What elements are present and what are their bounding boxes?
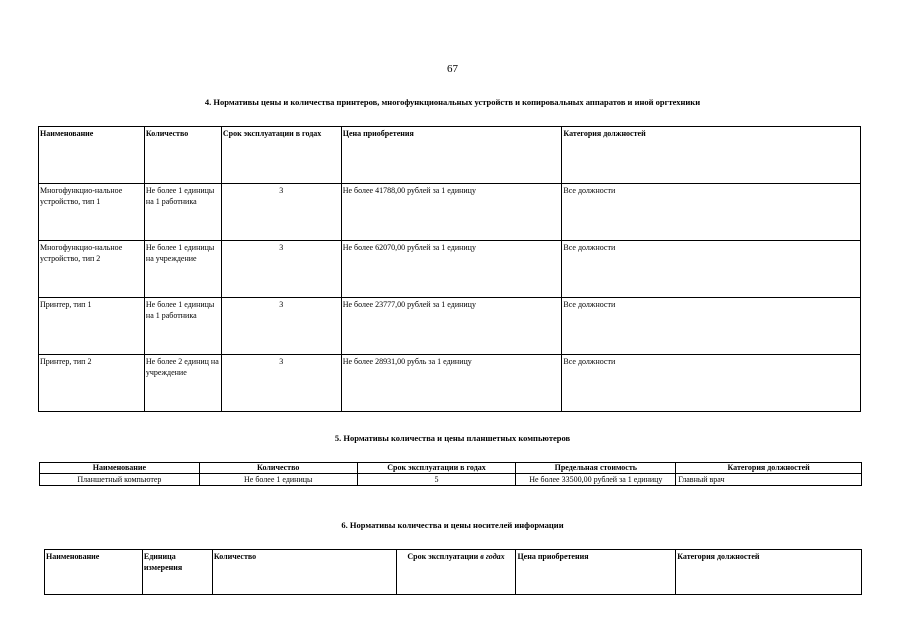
cell-quantity: Не более 1 единицы	[199, 474, 357, 486]
header-term: Срок эксплуатации в годах	[357, 463, 516, 474]
cell-category: Все должности	[562, 241, 861, 298]
table-header-row	[45, 550, 862, 595]
cell-name: Принтер, тип 1	[39, 298, 145, 355]
header-price: Цена приобретения	[341, 127, 562, 184]
header-category: Категория должностей	[676, 550, 862, 595]
cell-price: Не более 23777,00 рублей за 1 единицу	[341, 298, 562, 355]
table-header-row	[40, 463, 862, 474]
header-term-italic: в годах	[480, 552, 505, 561]
cell-quantity: Не более 2 единиц на учреждение	[144, 355, 221, 412]
tablets-norms-table	[39, 462, 862, 486]
media-norms-table	[44, 549, 862, 595]
cell-price: Не более 28931,00 рубль за 1 единицу	[341, 355, 562, 412]
header-quantity: Количество	[144, 127, 221, 184]
header-quantity: Количество	[199, 463, 357, 474]
cell-category: Все должности	[562, 184, 861, 241]
table-row	[39, 298, 861, 355]
cell-term: 3	[221, 241, 341, 298]
header-category: Категория должностей	[562, 127, 861, 184]
cell-term: 5	[357, 474, 516, 486]
table-row	[39, 355, 861, 412]
header-cost: Предельная стоимость	[516, 463, 676, 474]
printers-norms-table	[38, 126, 861, 412]
cell-quantity: Не более 1 единицы на 1 работника	[144, 184, 221, 241]
section-5-title: 5. Нормативы количества и цены планшетных компьютеров	[334, 433, 571, 443]
header-name: Наименование	[40, 463, 200, 474]
cell-quantity: Не более 1 единицы на учреждение	[144, 241, 221, 298]
header-price: Цена приобретения	[516, 550, 676, 595]
header-term: Срок эксплуатации в годах	[221, 127, 341, 184]
cell-price: Не более 62070,00 рублей за 1 единицу	[341, 241, 562, 298]
header-unit: Единица измерения	[142, 550, 212, 595]
header-name: Наименование	[39, 127, 145, 184]
cell-term: 3	[221, 298, 341, 355]
cell-name: Планшетный компьютер	[40, 474, 200, 486]
section-6-title: 6. Нормативы количества и цены носителей информации	[341, 520, 564, 530]
page-number: 67	[447, 63, 458, 75]
cell-name: Многофункцио-нальное устройство, тип 1	[39, 184, 145, 241]
table-header-row	[39, 127, 861, 184]
section-4-title: 4. Нормативы цены и количества принтеров, многофункциональных устройств и копировальных аппаратов и иной оргтехники	[204, 97, 701, 107]
table-row	[39, 241, 861, 298]
header-name: Наименование	[45, 550, 143, 595]
cell-name: Принтер, тип 2	[39, 355, 145, 412]
header-quantity: Количество	[212, 550, 396, 595]
cell-quantity: Не более 1 единицы на 1 работника	[144, 298, 221, 355]
header-term-main: Срок эксплуатации	[407, 552, 479, 561]
table-row	[39, 184, 861, 241]
cell-name: Многофункцио-нальное устройство, тип 2	[39, 241, 145, 298]
cell-price: Не более 41788,00 рублей за 1 единицу	[341, 184, 562, 241]
cell-term: 3	[221, 355, 341, 412]
cell-term: 3	[221, 184, 341, 241]
cell-category: Все должности	[562, 298, 861, 355]
cell-category: Главный врач	[676, 474, 862, 486]
table-row	[40, 474, 862, 486]
cell-category: Все должности	[562, 355, 861, 412]
header-category: Категория должностей	[676, 463, 862, 474]
cell-cost: Не более 33500,00 рублей за 1 единицу	[516, 474, 676, 486]
header-term	[396, 550, 516, 595]
